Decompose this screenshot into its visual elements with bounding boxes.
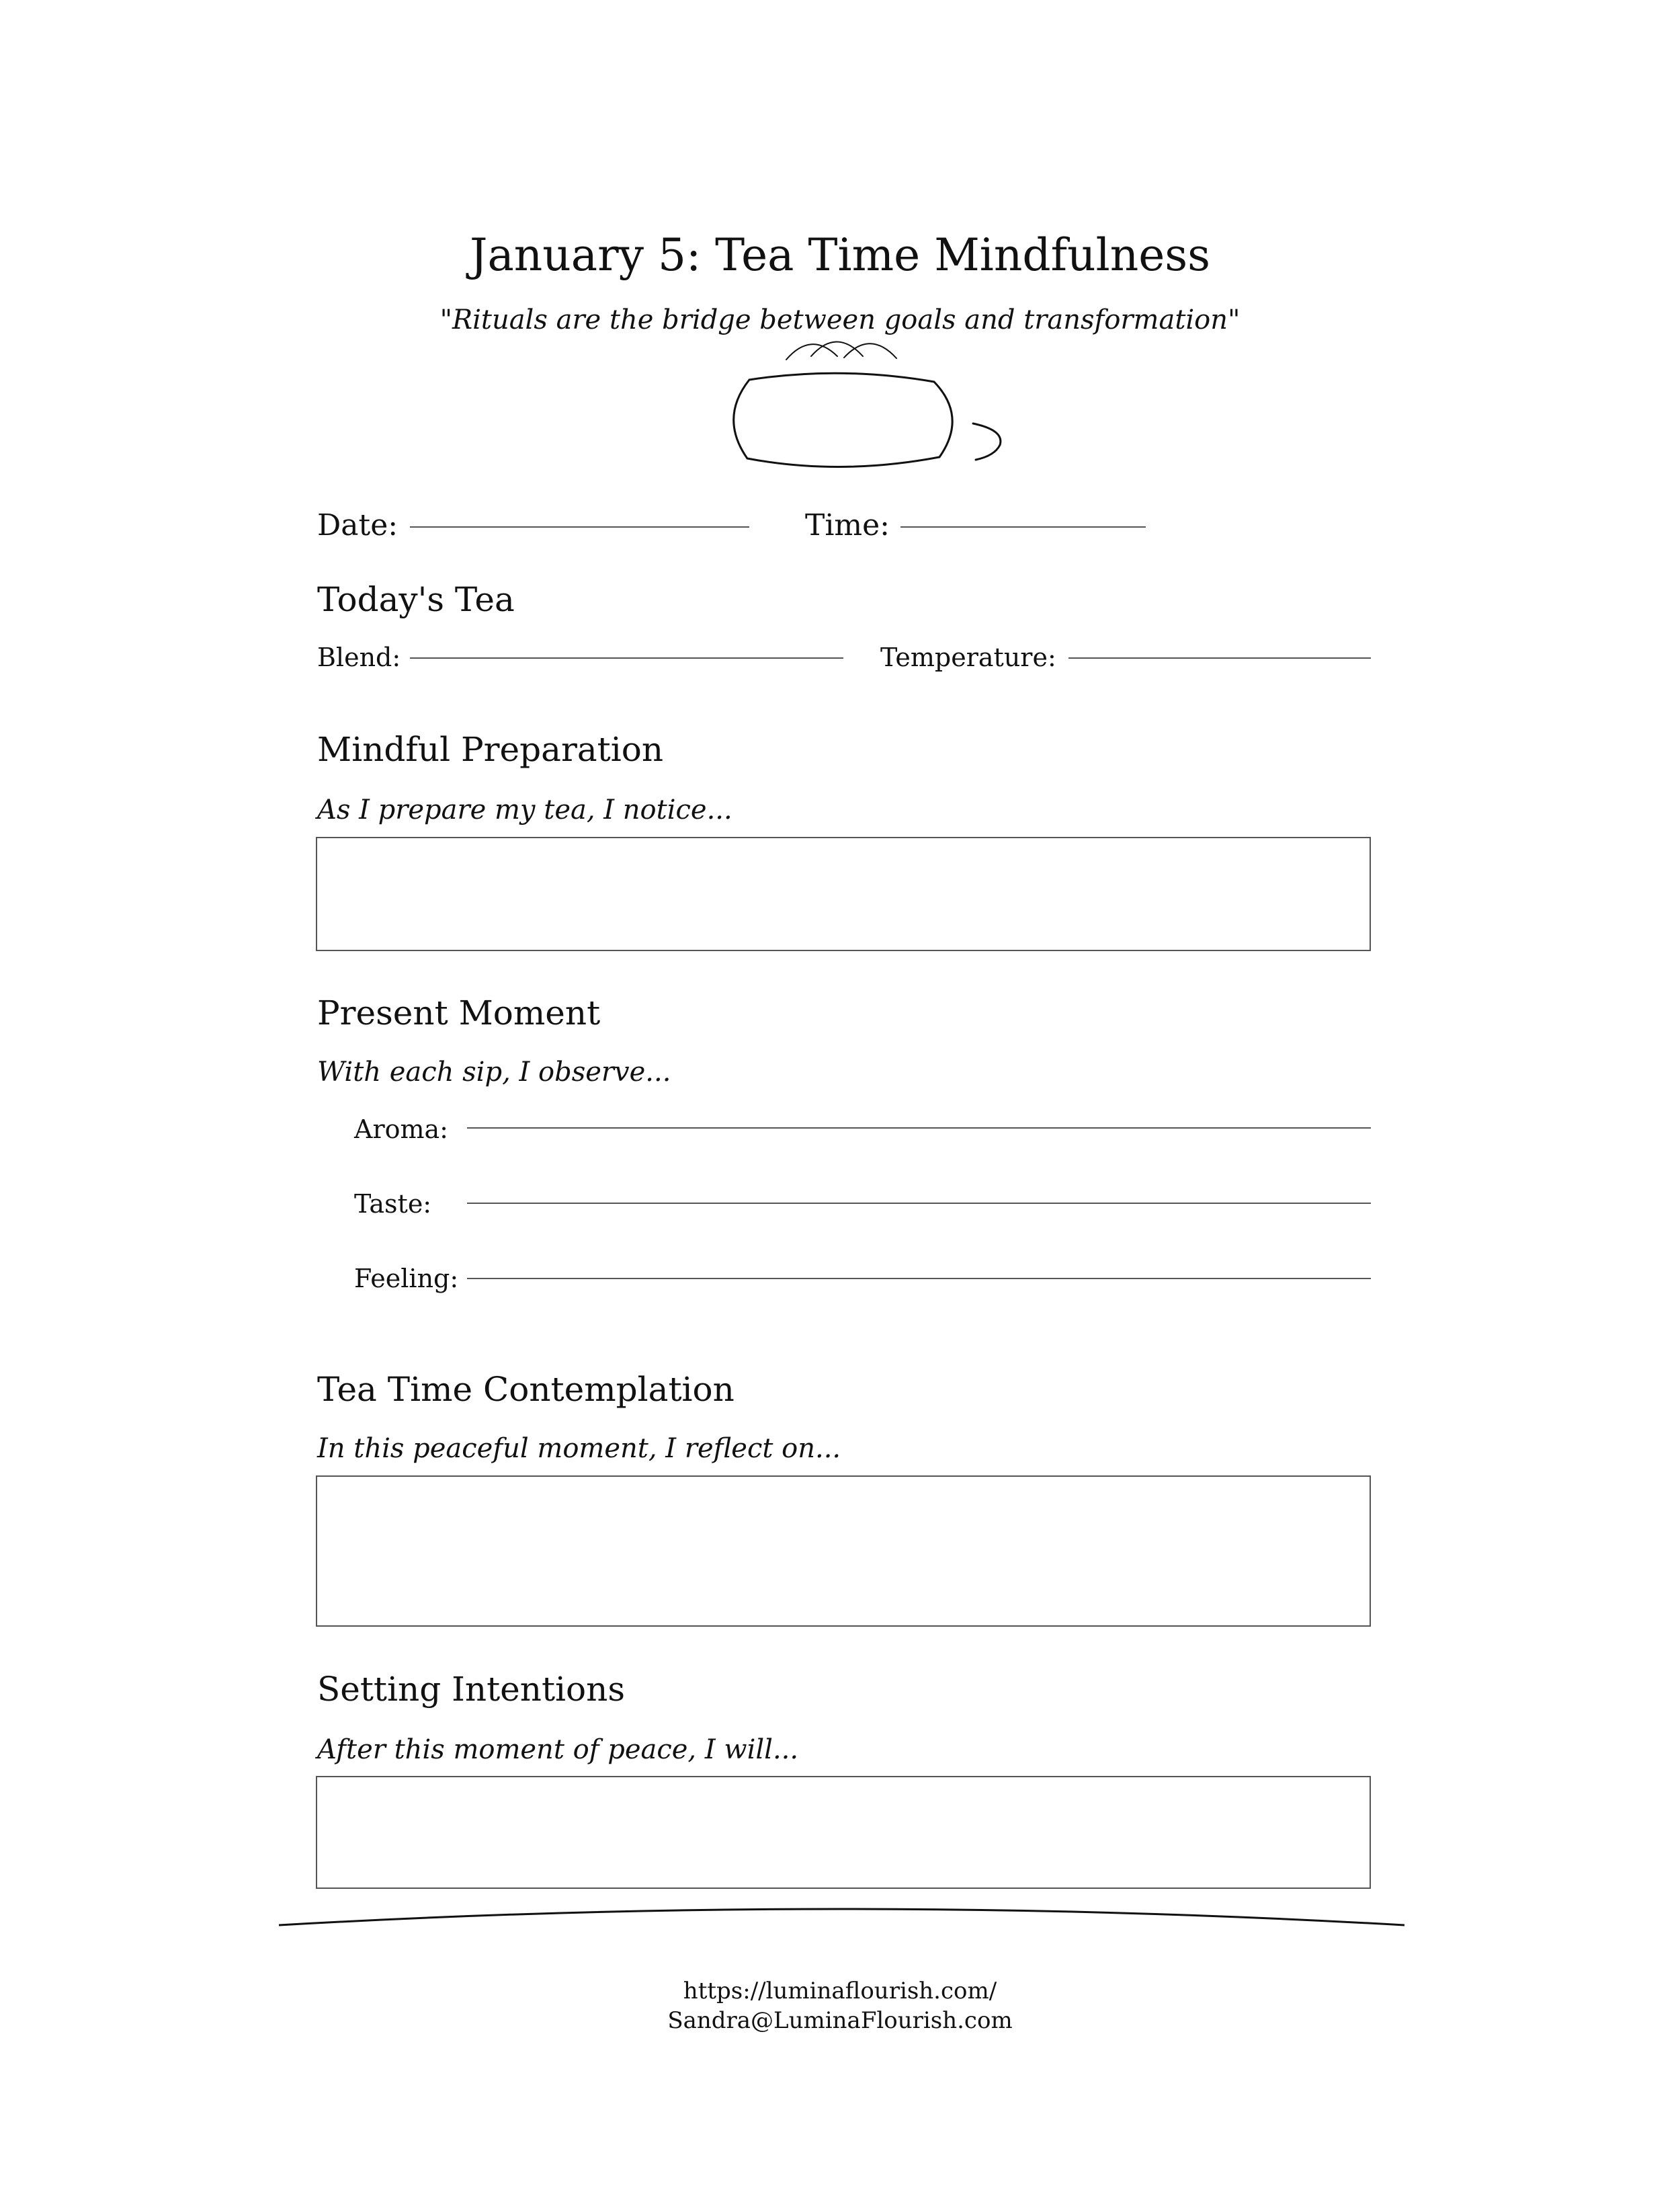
intentions-text-box[interactable] <box>316 1776 1371 1889</box>
steam-wisp-icon <box>786 344 837 360</box>
date-input-line[interactable] <box>410 526 749 528</box>
time-label: Time: <box>805 508 890 542</box>
contemplation-heading: Tea Time Contemplation <box>317 1370 734 1409</box>
intentions-prompt: After this moment of peace, I will... <box>317 1734 799 1765</box>
page-title: January 5: Tea Time Mindfulness <box>469 229 1211 281</box>
present-moment-prompt: With each sip, I observe... <box>317 1057 671 1088</box>
blend-input-line[interactable] <box>410 657 843 659</box>
contemplation-text-box[interactable] <box>316 1475 1371 1627</box>
time-input-line[interactable] <box>900 526 1146 528</box>
teacup-with-steam-icon <box>0 0 1680 484</box>
header-quote: "Rituals are the bridge between goals and transformation" <box>439 305 1241 335</box>
mindful-preparation-prompt: As I prepare my tea, I notice... <box>317 795 732 825</box>
todays-tea-heading: Today's Tea <box>317 580 515 619</box>
aroma-label: Aroma: <box>354 1114 448 1144</box>
blend-label: Blend: <box>317 643 401 672</box>
contemplation-prompt: In this peaceful moment, I reflect on... <box>317 1433 841 1464</box>
temperature-label: Temperature: <box>880 643 1056 672</box>
mindful-preparation-text-box[interactable] <box>316 837 1371 951</box>
intentions-heading: Setting Intentions <box>317 1670 626 1709</box>
date-label: Date: <box>317 508 398 542</box>
mindful-preparation-heading: Mindful Preparation <box>317 730 664 769</box>
taste-label: Taste: <box>354 1189 432 1219</box>
present-moment-heading: Present Moment <box>317 993 601 1032</box>
temperature-input-line[interactable] <box>1068 657 1371 659</box>
feeling-input-line[interactable] <box>467 1278 1371 1279</box>
aroma-input-line[interactable] <box>467 1127 1371 1129</box>
footer-url[interactable]: https://luminaflourish.com/ <box>683 1978 997 2004</box>
steam-wisp-icon <box>811 342 863 357</box>
footer-email[interactable]: Sandra@LuminaFlourish.com <box>667 2007 1013 2034</box>
cup-body-icon <box>734 373 952 466</box>
steam-wisp-icon <box>844 343 896 358</box>
taste-input-line[interactable] <box>467 1203 1371 1204</box>
feeling-label: Feeling: <box>354 1264 459 1293</box>
curved-divider <box>0 1896 1680 1936</box>
cup-handle-icon <box>973 423 1001 460</box>
